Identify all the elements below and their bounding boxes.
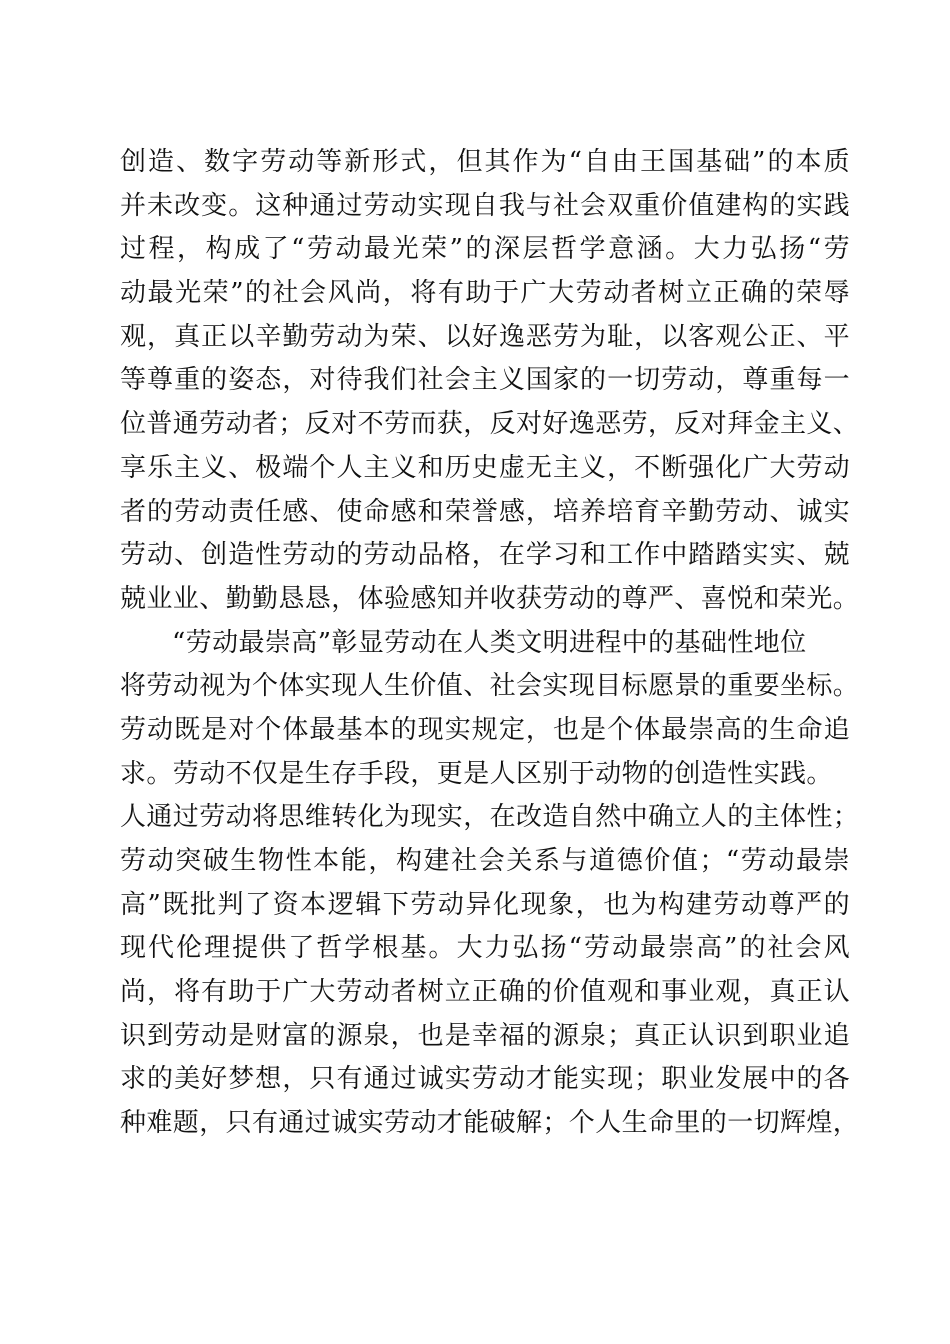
text-line: 者的劳动责任感、使命感和荣誉感，培养培育辛勤劳动、诚实 — [120, 496, 850, 527]
text-line: 过程，构成了“劳动最光荣”的深层哲学意涵。大力弘扬“劳 — [120, 234, 850, 265]
text-line: 识到劳动是财富的源泉，也是幸福的源泉；真正认识到职业追 — [120, 1020, 850, 1051]
text-line: 观，真正以辛勤劳动为荣、以好逸恶劳为耻，以客观公正、平 — [120, 321, 850, 352]
text-line: 求。劳动不仅是生存手段，更是人区别于动物的创造性实践。 — [120, 758, 833, 789]
text-line: 高”既批判了资本逻辑下劳动异化现象，也为构建劳动尊严的 — [120, 889, 850, 920]
text-line: 并未改变。这种通过劳动实现自我与社会双重价值建构的实践 — [120, 190, 850, 221]
text-line: 享乐主义、极端个人主义和历史虚无主义，不断强化广大劳动 — [120, 452, 850, 483]
text-line: 现代伦理提供了哲学根基。大力弘扬“劳动最崇高”的社会风 — [120, 933, 850, 964]
body-text — [120, 141, 860, 1146]
text-line: 人通过劳动将思维转化为现实，在改造自然中确立人的主体性； — [120, 802, 860, 833]
text-line: 劳动既是对个体最基本的现实规定，也是个体最崇高的生命追 — [120, 714, 850, 745]
text-line: 求的美好梦想，只有通过诚实劳动才能实现；职业发展中的各 — [120, 1064, 850, 1095]
text-line: 创造、数字劳动等新形式，但其作为“自由王国基础”的本质 — [120, 147, 850, 177]
text-line: 劳动突破生物性本能，构建社会关系与道德价值；“劳动最崇 — [120, 846, 850, 876]
text-line: 等尊重的姿态，对待我们社会主义国家的一切劳动，尊重每一 — [120, 365, 850, 396]
text-line: 位普通劳动者；反对不劳而获，反对好逸恶劳，反对拜金主义、 — [120, 409, 860, 440]
text-line: 动最光荣”的社会风尚，将有助于广大劳动者树立正确的荣辱 — [120, 278, 850, 309]
text-line: 种难题，只有通过诚实劳动才能破解；个人生命里的一切辉煌， — [120, 1108, 860, 1139]
text-line: 兢业业、勤勤恳恳，体验感知并收获劳动的尊严、喜悦和荣光。 — [120, 583, 860, 614]
text-line: 将劳动视为个体实现人生价值、社会实现目标愿景的重要坐标。 — [120, 671, 860, 702]
text-line: 劳动、创造性劳动的劳动品格，在学习和工作中踏踏实实、兢 — [120, 540, 850, 571]
text-line: 尚，将有助于广大劳动者树立正确的价值观和事业观，真正认 — [120, 977, 850, 1008]
paragraph-start-line: “劳动最崇高”彰显劳动在人类文明进程中的基础性地位 — [172, 627, 807, 658]
